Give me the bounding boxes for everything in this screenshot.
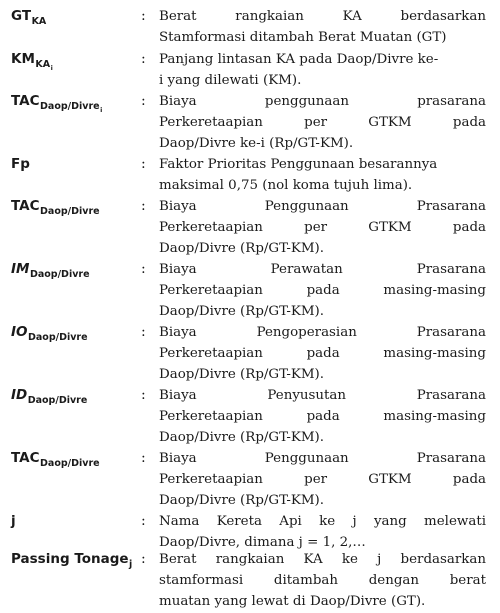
term-subscript: Daop/Divre <box>40 458 100 469</box>
term-subscript: Daop/Divre <box>27 395 88 406</box>
term-symbol <box>11 511 16 532</box>
definition-line: Perkeretaapian per GTKM pada <box>159 115 486 130</box>
definition-line: Berat rangkaian KA ke j berdasarkan <box>159 552 486 567</box>
colon-separator: : <box>141 51 146 67</box>
definition-text <box>159 549 486 612</box>
definition-line: Daop/Divre ke-i (Rp/GT-KM). <box>159 136 354 151</box>
definition-text <box>159 259 486 322</box>
definition-line: Daop/Divre (Rp/GT-KM). <box>159 241 325 256</box>
colon-separator: : <box>141 93 146 109</box>
definition-line: Biaya Pengoperasian Prasarana <box>159 325 486 340</box>
term-base: IO <box>11 324 28 340</box>
colon-separator: : <box>141 261 146 277</box>
colon-separator: : <box>141 198 146 214</box>
term-subscript: Daop/Divre <box>40 206 100 217</box>
definition-text <box>159 49 486 91</box>
term-base: TAC <box>11 198 40 214</box>
definition-text <box>159 322 486 385</box>
definition-line: Daop/Divre, dimana j = 1, 2,… <box>159 535 366 550</box>
term-symbol <box>11 91 102 114</box>
definition-text <box>159 154 486 196</box>
definition-line: Panjang lintasan KA pada Daop/Divre ke- <box>159 52 439 67</box>
term-symbol <box>11 259 90 281</box>
term-subscript: KA <box>31 16 47 27</box>
definition-line: stamformasi ditambah dengan berat <box>159 573 486 588</box>
definition-line: Daop/Divre (Rp/GT-KM). <box>159 430 325 445</box>
definition-line: Perkeretaapian pada masing-masing <box>159 409 486 424</box>
definition-text <box>159 385 486 448</box>
definition-line: Daop/Divre (Rp/GT-KM). <box>159 493 325 508</box>
term-symbol <box>11 196 100 218</box>
colon-separator: : <box>141 8 146 24</box>
colon-separator: : <box>141 324 146 340</box>
definition-text <box>159 91 486 154</box>
term-base: Passing Tonage <box>11 551 129 567</box>
term-subscript-index: i <box>100 106 103 114</box>
definition-line: Daop/Divre (Rp/GT-KM). <box>159 367 325 382</box>
definition-line: Biaya Penggunaan Prasarana <box>159 451 486 466</box>
term-subscript: KA <box>35 59 51 70</box>
definition-line: Perkeretaapian per GTKM pada <box>159 472 486 487</box>
definition-text <box>159 448 486 511</box>
definition-line: Biaya Penyusutan Prasarana <box>159 388 486 403</box>
definition-line: Faktor Prioritas Penggunaan besarannya <box>159 157 438 172</box>
term-symbol <box>11 49 53 72</box>
term-symbol <box>11 549 132 571</box>
definition-text <box>159 196 486 259</box>
definition-line: Biaya penggunaan prasarana <box>159 94 486 109</box>
definition-line: i yang dilewati (KM). <box>159 73 302 88</box>
definition-text <box>159 511 486 553</box>
term-base: GT <box>11 8 32 24</box>
term-subscript: j <box>129 559 133 570</box>
definition-text <box>159 6 486 48</box>
term-base: Fp <box>11 156 30 172</box>
definition-line: Biaya Perawatan Prasarana <box>159 262 486 277</box>
term-symbol <box>11 154 30 175</box>
colon-separator: : <box>141 387 146 403</box>
colon-separator: : <box>141 450 146 466</box>
term-symbol <box>11 6 46 28</box>
colon-separator: : <box>141 551 146 567</box>
term-symbol <box>11 385 87 407</box>
term-base: TAC <box>11 450 40 466</box>
term-symbol <box>11 322 88 344</box>
term-symbol <box>11 448 100 470</box>
definition-line: Daop/Divre (Rp/GT-KM). <box>159 304 325 319</box>
colon-separator: : <box>141 156 146 172</box>
definition-line: maksimal 0,75 (nol koma tujuh lima). <box>159 178 413 193</box>
term-base: IM <box>11 261 30 277</box>
term-subscript-index: i <box>50 64 53 72</box>
definition-line: muatan yang lewat di Daop/Divre (GT). <box>159 594 426 609</box>
term-base: ID <box>11 387 28 403</box>
definition-line: Perkeretaapian pada masing-masing <box>159 346 486 361</box>
term-base: j <box>11 513 16 529</box>
term-base: KM <box>11 51 35 67</box>
term-subscript: Daop/Divre <box>40 101 100 112</box>
definition-line: Stamformasi ditambah Berat Muatan (GT) <box>159 30 447 45</box>
definition-line: Nama Kereta Api ke j yang melewati <box>159 514 486 529</box>
term-subscript: Daop/Divre <box>28 332 88 343</box>
definition-line: Biaya Penggunaan Prasarana <box>159 199 486 214</box>
colon-separator: : <box>141 513 146 529</box>
definition-line: Perkeretaapian per GTKM pada <box>159 220 486 235</box>
term-subscript: Daop/Divre <box>29 269 90 280</box>
definition-line: Perkeretaapian pada masing-masing <box>159 283 486 298</box>
definition-line: Berat rangkaian KA berdasarkan <box>159 9 486 24</box>
term-base: TAC <box>11 93 40 109</box>
